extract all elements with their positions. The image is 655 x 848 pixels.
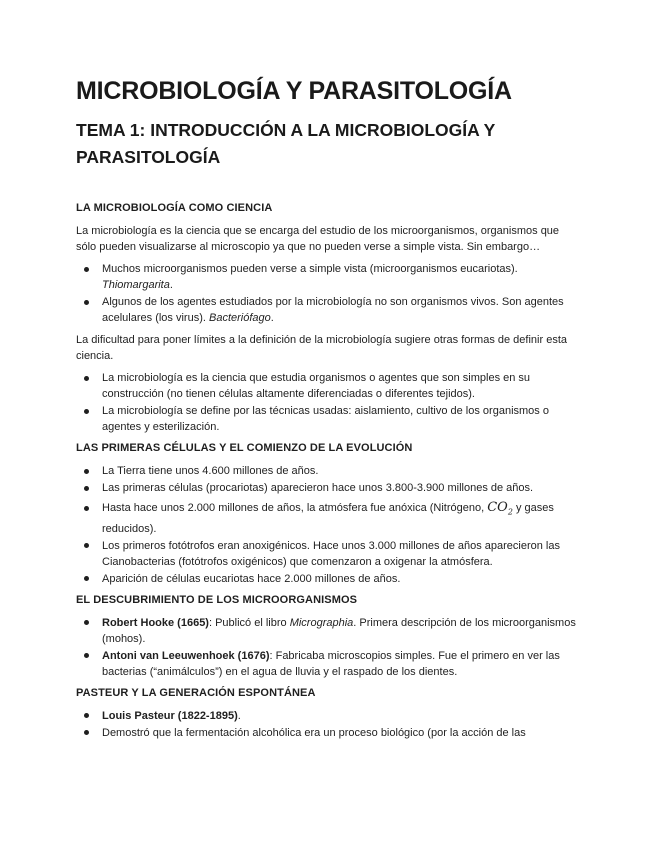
list-item: Algunos de los agentes estudiados por la microbiología no son organismos vivos. Son agentes acelulares (los virus). Bacteriófago. (76, 294, 581, 326)
bullet-list (76, 370, 581, 435)
document-subtitle: TEMA 1: INTRODUCCIÓN A LA MICROBIOLOGÍA Y PARASITOLOGÍA (76, 120, 496, 167)
bullet-list (76, 708, 581, 741)
bullet-list (76, 463, 581, 587)
co2-formula: $CO_2$ (487, 500, 513, 517)
list-item: La microbiología es la ciencia que estudia organismos o agentes que son simples en su construcción (no tienen células altamente diferenciadas o diferentes tejidos). (76, 370, 581, 402)
list-item: Aparición de células eucariotas hace 2.000 millones de años. (76, 571, 581, 587)
list-item: Los primeros fotótrofos eran anoxigénicos. Hace unos 3.000 millones de años aparecieron las Cianobacterias (fotótrofos oxigénicos) que comenzaron a oxigenar la atmósfera. (76, 538, 581, 570)
list-item: La Tierra tiene unos 4.600 millones de años. (76, 463, 581, 479)
section-heading-pasteur: PASTEUR Y LA GENERACIÓN ESPONTÁNEA (76, 686, 316, 699)
section-heading-descubrimiento: EL DESCUBRIMIENTO DE LOS MICROORGANISMOS (76, 593, 358, 606)
list-item: Las primeras células (procariotas) aparecieron hace unos 3.800-3.900 millones de años. (76, 480, 581, 496)
paragraph: La microbiología es la ciencia que se encarga del estudio de los microorganismos, organismos que sólo pueden visualizarse al microscopio ya que no pueden verse a simple vista. Sin embargo… (76, 225, 560, 253)
document-title: MICROBIOLOGÍA Y PARASITOLOGÍA (76, 77, 512, 105)
list-item: Demostró que la fermentación alcohólica era un proceso biológico (por la acción de las (76, 725, 581, 741)
paragraph: La dificultad para poner límites a la definición de la microbiología sugiere otras formas de definir esta ciencia. (76, 334, 567, 362)
list-item: Robert Hooke (1665): Publicó el libro Micrographia. Primera descripción de los microorganismos (mohos). (76, 615, 581, 647)
document-body (76, 201, 581, 747)
list-item: Muchos microorganismos pueden verse a simple vista (microorganismos eucariotas). Thiomargarita. (76, 261, 581, 293)
list-item: La microbiología se define por las técnicas usadas: aislamiento, cultivo de los organismos o agentes y esterilización. (76, 403, 581, 435)
section-heading-microbiologia-ciencia: LA MICROBIOLOGÍA COMO CIENCIA (76, 202, 273, 214)
bullet-list (76, 615, 581, 680)
bullet-list (76, 261, 581, 326)
section-heading-primeras-celulas: LAS PRIMERAS CÉLULAS Y EL COMIENZO DE LA EVOLUCIÓN (76, 442, 413, 454)
list-item: Hasta hace unos 2.000 millones de años, la atmósfera fue anóxica (Nitrógeno, $CO_2$ y gases reducidos). (76, 500, 581, 537)
list-item: Antoni van Leeuwenhoek (1676): Fabricaba microscopios simples. Fue el primero en ver las bacterias (“animálculos”) en el agua de lluvia y el raspado de los dientes. (76, 648, 581, 680)
list-item: Louis Pasteur (1822-1895). (76, 708, 581, 724)
